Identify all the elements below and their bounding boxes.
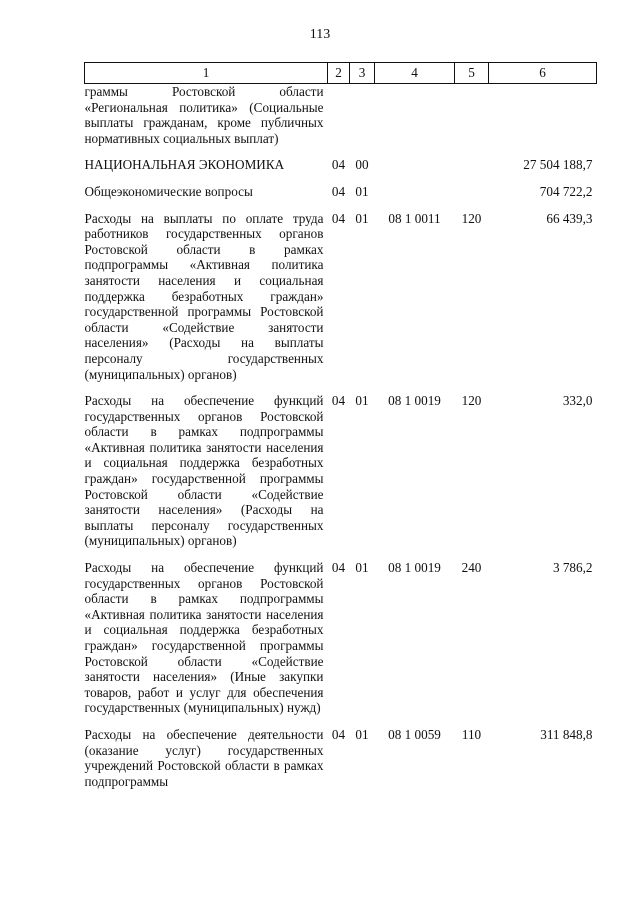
row-target-article: 08 1 0019 [388,393,441,409]
column-header-3: 3 [350,63,375,84]
table-row [85,146,597,173]
row-description: Расходы на обеспечение функций государственных органов Ростовской области в рамках подпрограммы «Активная политика занятости населения и социальная поддержка безработных граждан» государственной программы Ростовской области «Содействие занятости населения» (Иные закупки товаров, работ и услуг для обеспечения государственных (муниципальных) нужд) [84,560,324,716]
row-description: Расходы на выплаты по оплате труда работников государственных органов Ростовской области в рамках подпрограммы «Активная политика занятости населения и социальная поддержка безработных граждан» государственной программы Ростовской области «Содействие занятости населения» (Расходы на выплаты персоналу государственных (муниципальных) органов) [84,210,324,382]
row-amount: 311 848,8 [540,726,593,742]
table-row [85,84,597,147]
row-description: Расходы на обеспечение функций государственных органов Ростовской области в рамках подпрограммы «Активная политика занятости населения и социальная поддержка безработных граждан» государственной программы Ростовской области «Содействие занятости населения» (Расходы на выплаты персоналу государственных (муниципальных) органов) [84,393,324,549]
row-expense-type: 120 [461,210,482,226]
row-subsection: 01 [355,560,369,576]
row-amount: 66 439,3 [546,210,593,226]
row-section: 04 [331,183,346,199]
row-amount: 332,0 [562,393,593,409]
table-row [85,716,597,789]
row-expense-type [455,146,489,173]
row-expense-type: 240 [461,560,482,576]
row-subsection: 01 [355,393,369,409]
row-expense-type [455,84,489,147]
table-row [85,173,597,200]
page-number: 113 [309,27,331,42]
row-section: 04 [331,726,346,742]
row-description: граммы Ростовской области «Региональная политика» (Социальные выплаты гражданам, кроме публичных нормативных социальных выплат) [84,84,324,146]
table-row [85,382,597,549]
row-section: 04 [331,210,346,226]
row-amount: 704 722,2 [539,183,593,199]
row-target-article [375,173,455,200]
row-description: Общеэкономические вопросы [84,183,253,199]
row-target-article: 08 1 0011 [388,210,441,226]
row-subsection [350,84,375,147]
row-amount: 3 786,2 [552,560,593,576]
row-section: 04 [331,157,346,173]
column-header-4: 4 [375,63,455,84]
table-row [85,200,597,383]
column-header-6: 6 [489,63,597,84]
row-target-article: 08 1 0059 [388,726,441,742]
column-header-2: 2 [328,63,350,84]
table-header-row [85,63,597,84]
row-section: 04 [331,560,346,576]
column-header-1: 1 [85,63,328,84]
budget-table [84,62,597,789]
row-target-article [375,84,455,147]
row-target-article [375,146,455,173]
row-amount: 27 504 188,7 [523,157,593,173]
row-expense-type: 110 [461,726,482,742]
row-expense-type [455,173,489,200]
row-subsection: 01 [355,726,369,742]
row-subsection: 00 [355,157,369,173]
row-expense-type: 120 [461,393,482,409]
row-subsection: 01 [355,210,369,226]
row-description: НАЦИОНАЛЬНАЯ ЭКОНОМИКА [84,157,285,173]
row-section: 04 [331,393,346,409]
row-target-article: 08 1 0019 [388,560,441,576]
row-amount [489,84,597,147]
row-description: Расходы на обеспечение деятельности (оказание услуг) государственных учреждений Ростовской области в рамках подпрограммы [84,726,324,789]
row-section [328,84,350,147]
table-row [85,549,597,716]
row-subsection: 01 [355,183,369,199]
column-header-5: 5 [455,63,489,84]
